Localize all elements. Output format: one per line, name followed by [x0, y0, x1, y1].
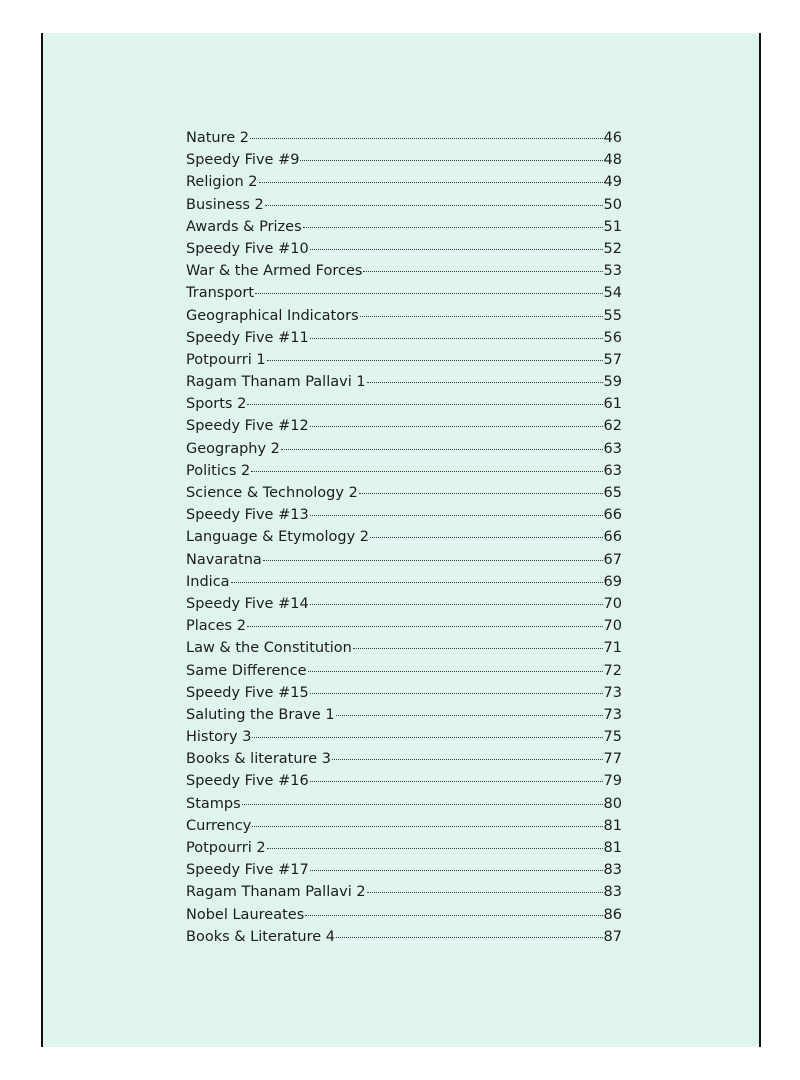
- toc-entry-page-number: 72: [603, 662, 622, 679]
- toc-entry-title: Places 2: [186, 618, 246, 635]
- toc-entry: [186, 574, 622, 596]
- dot-leader: [251, 471, 602, 472]
- toc-entry-page-number: 67: [603, 551, 622, 568]
- toc-entry: [186, 507, 622, 529]
- toc-entry-title: Ragam Thanam Pallavi 1: [186, 374, 366, 391]
- dot-leader: [359, 493, 603, 494]
- toc-entry-page-number: 87: [603, 928, 622, 945]
- dot-leader: [336, 937, 603, 938]
- toc-entry-page-number: 66: [603, 507, 622, 524]
- toc-entry-title: Potpourri 2: [186, 840, 266, 856]
- toc-entry: [186, 418, 622, 440]
- toc-entry-title: Geography 2: [186, 440, 280, 457]
- toc-entry-title: Nature 2: [186, 130, 250, 146]
- dot-leader: [353, 648, 603, 649]
- dot-leader: [367, 382, 603, 383]
- toc-entry: [186, 219, 622, 241]
- dot-leader: [308, 671, 603, 672]
- dot-leader: [259, 182, 603, 183]
- toc-entry-title: Speedy Five #10: [186, 240, 309, 257]
- dot-leader: [303, 227, 603, 228]
- toc-entry-title: Navaratna: [186, 551, 262, 568]
- dot-leader: [310, 426, 603, 427]
- toc-entry: [186, 618, 622, 640]
- toc-entry: [186, 663, 622, 685]
- dot-leader: [242, 804, 603, 805]
- toc-entry: [186, 241, 622, 263]
- toc-entry-title: Speedy Five #16: [186, 773, 309, 790]
- toc-entry: [186, 552, 622, 574]
- toc-entry: [186, 485, 622, 507]
- dot-leader: [263, 560, 603, 561]
- toc-entry-title: Speedy Five #13: [186, 507, 309, 524]
- toc-entry-title: Speedy Five #12: [186, 418, 309, 435]
- toc-entry-page-number: 53: [603, 263, 622, 280]
- toc-entry-title: Same Difference: [186, 662, 307, 679]
- toc-entry-title: Sports 2: [186, 396, 247, 413]
- toc-entry: [186, 884, 622, 906]
- toc-entry-page-number: 77: [603, 751, 622, 768]
- toc-entry-title: Currency: [186, 817, 252, 834]
- dot-leader: [310, 781, 603, 782]
- document-page: [41, 33, 761, 1047]
- toc-entry: [186, 751, 622, 773]
- toc-entry-page-number: 63: [603, 440, 622, 457]
- toc-entry-title: Speedy Five #14: [186, 595, 309, 612]
- dot-leader: [360, 316, 603, 317]
- toc-entry-page-number: 73: [603, 706, 622, 723]
- toc-entry: [186, 862, 622, 884]
- toc-entry: [186, 840, 622, 862]
- toc-entry-page-number: 63: [603, 462, 622, 479]
- toc-entry: [186, 285, 622, 307]
- toc-entry-page-number: 62: [603, 418, 622, 435]
- dot-leader: [336, 715, 603, 716]
- dot-leader: [367, 892, 603, 893]
- toc-entry-page-number: 51: [603, 218, 622, 235]
- toc-entry-title: Science & Technology 2: [186, 485, 358, 501]
- toc-entry: [186, 729, 622, 751]
- dot-leader: [310, 338, 603, 339]
- toc-entry: [186, 330, 622, 352]
- toc-entry-title: Ragam Thanam Pallavi 2: [186, 884, 366, 901]
- toc-entry: [186, 197, 622, 219]
- toc-entry-page-number: 70: [603, 618, 622, 635]
- toc-entry-page-number: 46: [603, 130, 622, 146]
- dot-leader: [252, 737, 602, 738]
- toc-entry-page-number: 61: [603, 396, 622, 413]
- toc-entry-page-number: 70: [603, 595, 622, 612]
- toc-entry: [186, 374, 622, 396]
- toc-entry-page-number: 56: [603, 329, 622, 346]
- dot-leader: [252, 826, 602, 827]
- toc-entry-title: Books & literature 3: [186, 751, 331, 768]
- toc-entry: [186, 640, 622, 662]
- toc-entry-title: Politics 2: [186, 462, 251, 479]
- toc-entry-page-number: 50: [603, 196, 622, 213]
- dot-leader: [332, 759, 603, 760]
- toc-entry: [186, 596, 622, 618]
- dot-leader: [247, 626, 603, 627]
- toc-entry-page-number: 69: [603, 573, 622, 590]
- toc-entry-page-number: 71: [603, 640, 622, 657]
- dot-leader: [231, 582, 603, 583]
- toc-entry-title: Business 2: [186, 196, 264, 213]
- dot-leader: [310, 249, 603, 250]
- toc-entry: [186, 441, 622, 463]
- toc-entry: [186, 263, 622, 285]
- toc-entry-title: Speedy Five #15: [186, 684, 309, 701]
- toc-entry-title: Speedy Five #11: [186, 329, 309, 346]
- dot-leader: [250, 138, 603, 139]
- toc-entry-page-number: 59: [603, 374, 622, 391]
- toc-entry-title: Speedy Five #17: [186, 862, 309, 879]
- dot-leader: [300, 160, 602, 161]
- dot-leader: [370, 537, 603, 538]
- toc-entry-page-number: 65: [603, 485, 622, 501]
- toc-entry-title: Potpourri 1: [186, 351, 266, 368]
- toc-entry: [186, 352, 622, 374]
- toc-entry-page-number: 81: [603, 840, 622, 856]
- toc-entry: [186, 152, 622, 174]
- toc-entry: [186, 818, 622, 840]
- toc-entry: [186, 174, 622, 196]
- toc-entry: [186, 929, 622, 951]
- toc-entry-title: History 3: [186, 729, 252, 746]
- toc-entry-page-number: 57: [603, 351, 622, 368]
- toc-entry: [186, 685, 622, 707]
- toc-entry-page-number: 83: [603, 884, 622, 901]
- toc-entry-page-number: 48: [603, 152, 622, 169]
- toc-entry-title: Nobel Laureates: [186, 906, 305, 923]
- dot-leader: [310, 604, 603, 605]
- toc-entry-page-number: 80: [603, 795, 622, 812]
- toc-entry-title: Awards & Prizes: [186, 218, 302, 235]
- toc-entry-page-number: 49: [603, 174, 622, 191]
- toc-entry: [186, 130, 622, 152]
- dot-leader: [247, 404, 602, 405]
- dot-leader: [310, 515, 603, 516]
- dot-leader: [265, 205, 603, 206]
- toc-entry: [186, 796, 622, 818]
- toc-entry-title: Books & Literature 4: [186, 928, 336, 945]
- table-of-contents: [186, 130, 622, 951]
- toc-entry-page-number: 79: [603, 773, 622, 790]
- toc-entry-title: Religion 2: [186, 174, 258, 191]
- dot-leader: [255, 293, 603, 294]
- dot-leader: [310, 693, 603, 694]
- dot-leader: [267, 360, 603, 361]
- dot-leader: [305, 915, 602, 916]
- toc-entry-title: Law & the Constitution: [186, 640, 352, 657]
- toc-entry-page-number: 83: [603, 862, 622, 879]
- toc-entry-title: Saluting the Brave 1: [186, 706, 335, 723]
- toc-entry-page-number: 73: [603, 684, 622, 701]
- dot-leader: [363, 271, 602, 272]
- toc-entry-title: Language & Etymology 2: [186, 529, 370, 546]
- toc-entry: [186, 396, 622, 418]
- toc-entry: [186, 707, 622, 729]
- toc-entry: [186, 529, 622, 551]
- toc-entry: [186, 308, 622, 330]
- toc-entry-title: War & the Armed Forces: [186, 263, 363, 280]
- toc-entry-page-number: 66: [603, 529, 622, 546]
- dot-leader: [267, 848, 603, 849]
- toc-entry-page-number: 81: [603, 817, 622, 834]
- toc-entry-page-number: 55: [603, 307, 622, 324]
- toc-entry-page-number: 75: [603, 729, 622, 746]
- dot-leader: [281, 449, 603, 450]
- toc-entry-page-number: 52: [603, 240, 622, 257]
- toc-entry: [186, 907, 622, 929]
- toc-entry-title: Speedy Five #9: [186, 152, 300, 169]
- toc-entry-page-number: 86: [603, 906, 622, 923]
- toc-entry: [186, 463, 622, 485]
- toc-entry-title: Indica: [186, 573, 230, 590]
- toc-entry-title: Geographical Indicators: [186, 307, 359, 324]
- toc-entry-title: Stamps: [186, 795, 241, 812]
- dot-leader: [310, 870, 603, 871]
- toc-entry-title: Transport: [186, 285, 255, 302]
- toc-entry: [186, 773, 622, 795]
- toc-entry-page-number: 54: [603, 285, 622, 302]
